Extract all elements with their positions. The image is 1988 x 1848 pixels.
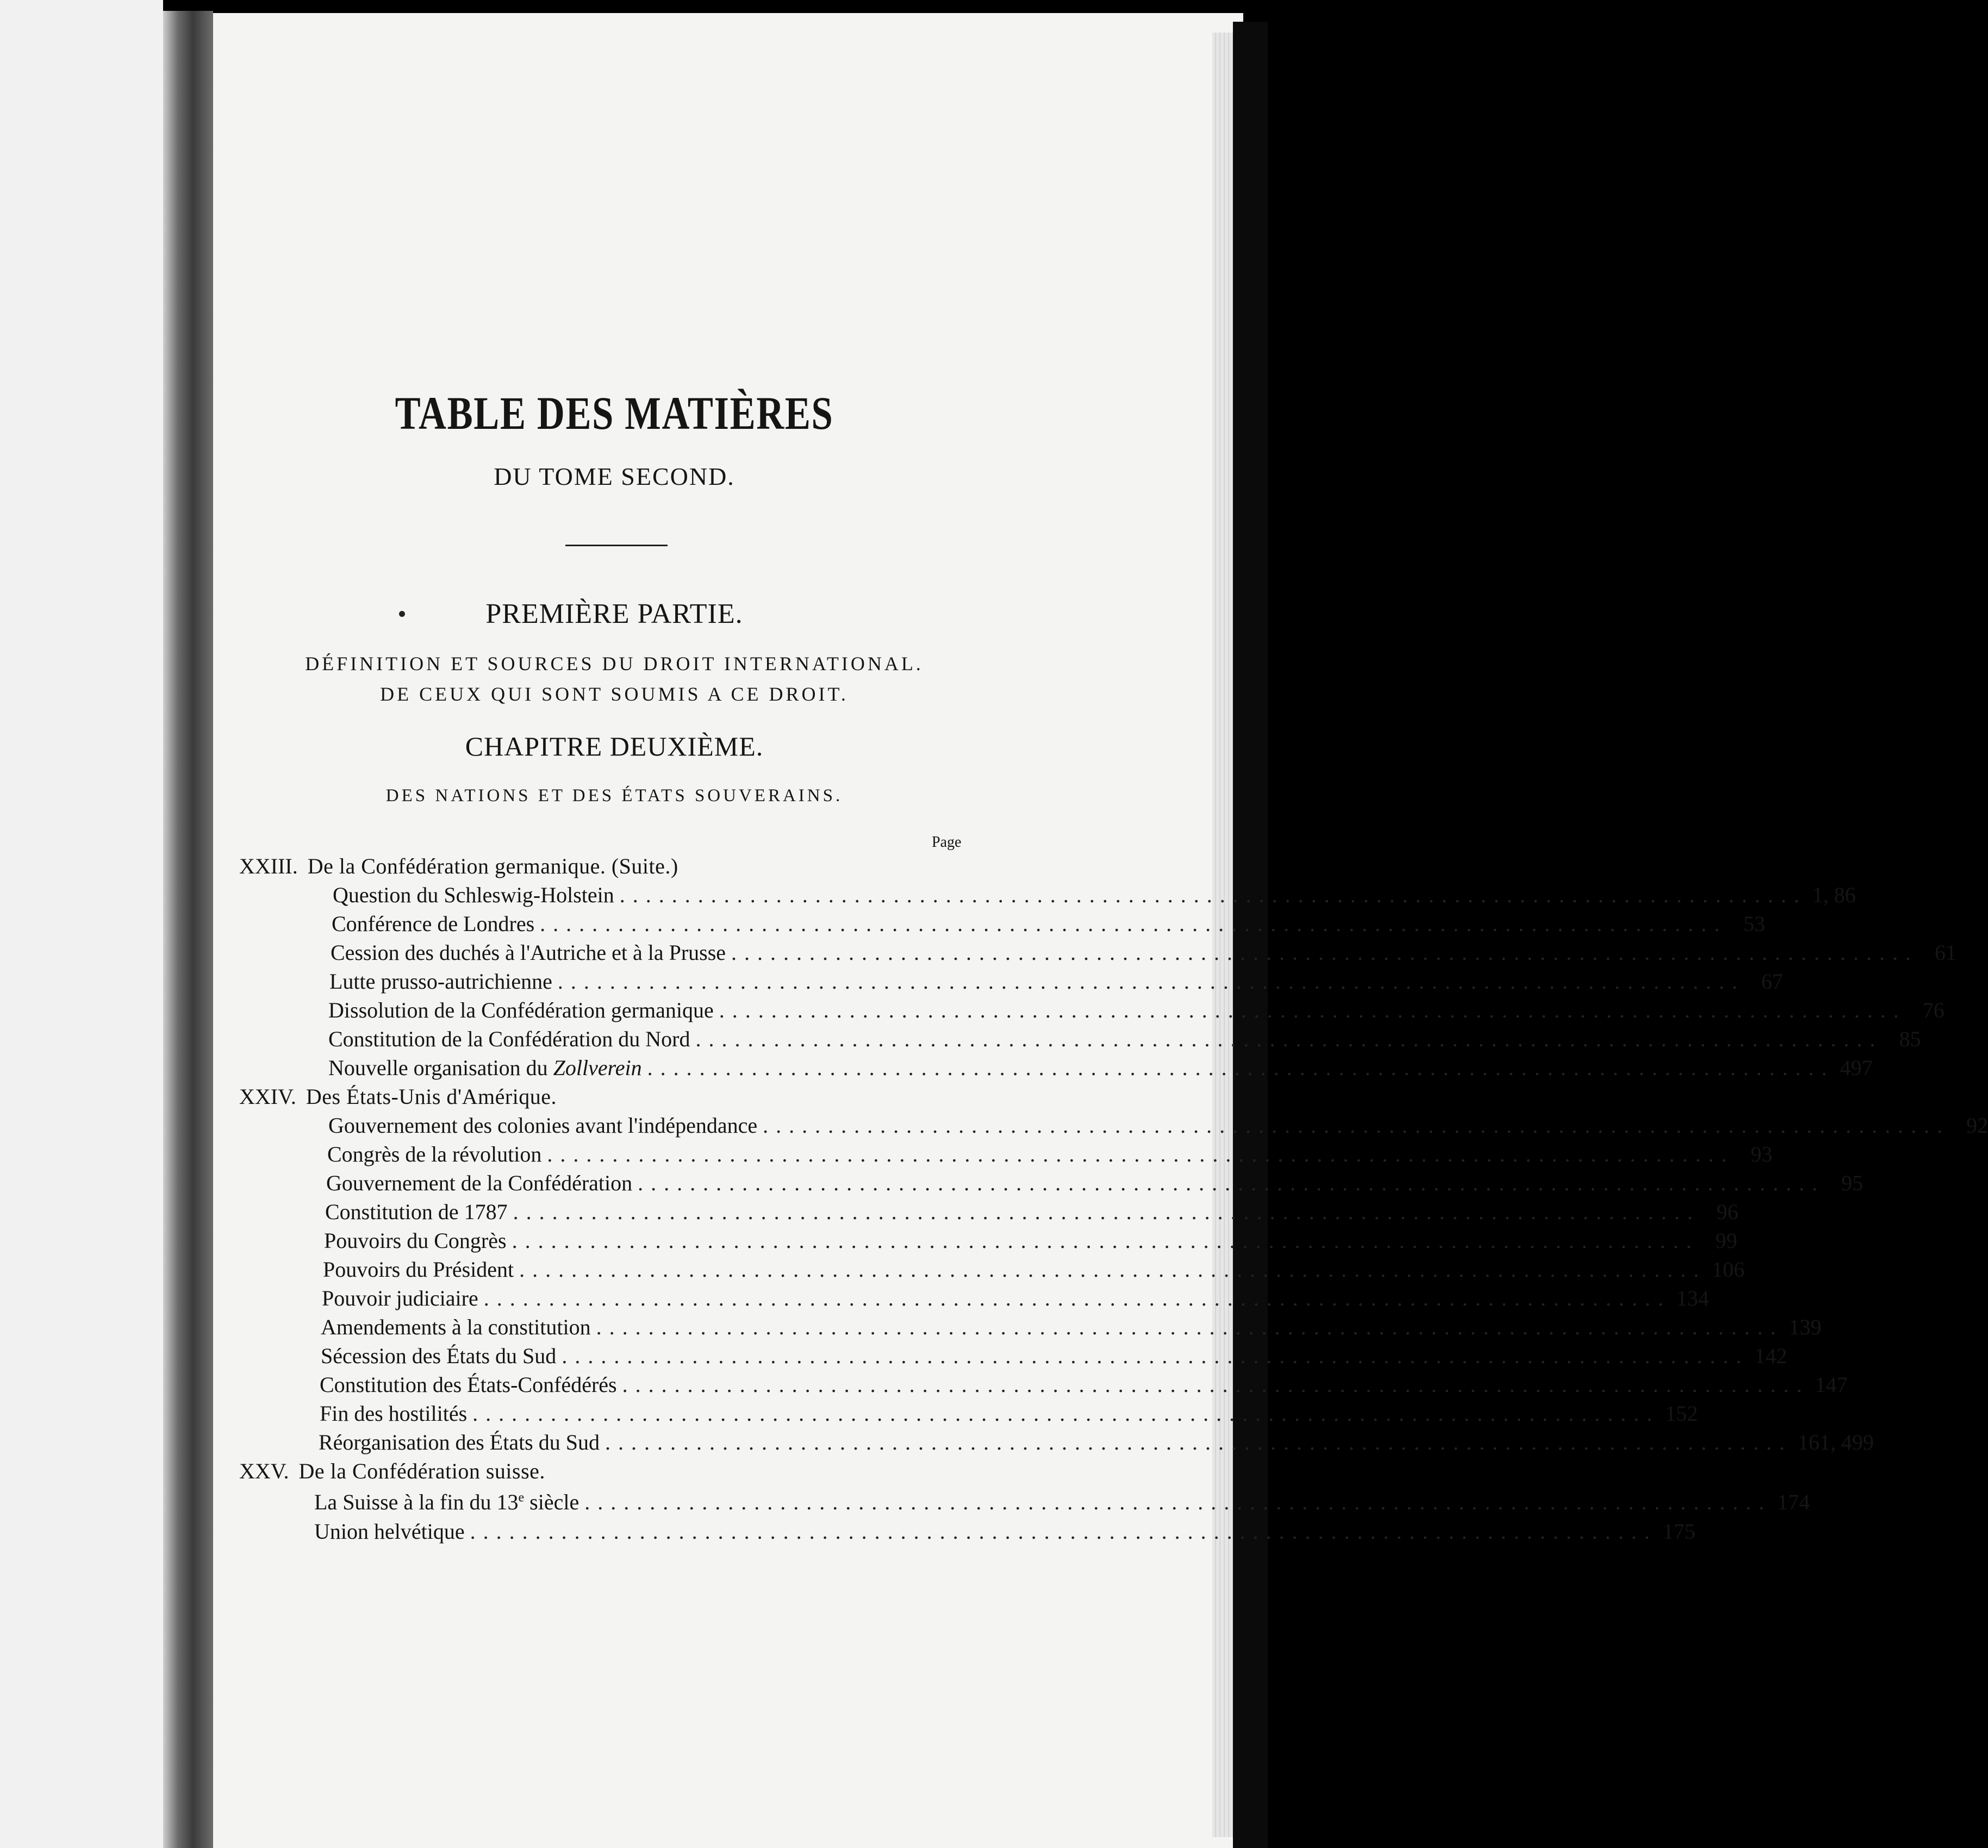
chapter-subtitle: DES NATIONS ET DES ÉTATS SOUVERAINS. bbox=[385, 786, 843, 806]
entry-page: 67 bbox=[1761, 969, 1783, 994]
entry-title: Gouvernement des colonies avant l'indépendance bbox=[328, 1113, 758, 1138]
toc-entry[interactable] bbox=[327, 1141, 1773, 1170]
entry-title: Union helvétique bbox=[314, 1519, 465, 1544]
page-subtitle: DU TOME SECOND. bbox=[494, 463, 735, 490]
page-column-label: Page bbox=[932, 834, 962, 851]
toc-entry[interactable] bbox=[326, 1170, 1864, 1198]
toc-entry[interactable] bbox=[324, 1228, 1737, 1256]
entry-page: 175 bbox=[1662, 1519, 1696, 1544]
entry-title-prefix: Nouvelle organisation du bbox=[328, 1056, 553, 1080]
entry-title: Pouvoirs du Président bbox=[323, 1257, 514, 1282]
entry-page: 76 bbox=[1922, 998, 1945, 1022]
entry-title: Gouvernement de la Confédération bbox=[326, 1171, 633, 1195]
entry-title: Constitution de la Confédération du Nord bbox=[328, 1027, 690, 1051]
section-number: XXV. bbox=[239, 1459, 289, 1483]
dot-leader: ........................................................................................... bbox=[470, 1519, 1657, 1544]
entry-page: 61 bbox=[1935, 940, 1957, 965]
part-description-line2: DE CEUX QUI SONT SOUMIS A CE DROIT. bbox=[380, 683, 849, 705]
entry-page: 53 bbox=[1743, 911, 1766, 936]
dot-leader: ........................................................................................... bbox=[647, 1056, 1835, 1080]
entry-title: Fin des hostilités bbox=[320, 1401, 468, 1426]
dot-leader: ........................................................................................... bbox=[562, 1344, 1749, 1368]
entry-title-suffix: siècle bbox=[524, 1490, 579, 1514]
toc-entry[interactable] bbox=[325, 1199, 1738, 1227]
entry-title: Réorganisation des États du Sud bbox=[319, 1430, 600, 1454]
entry-title: Cession des duchés à l'Autriche et à la Prusse bbox=[331, 940, 726, 965]
dot-leader: ........................................................................................... bbox=[519, 1257, 1707, 1282]
toc-section[interactable] bbox=[239, 853, 979, 882]
section-title: Des États-Unis d'Amérique. bbox=[306, 1084, 557, 1109]
entry-page: 161, 499 bbox=[1798, 1430, 1874, 1454]
toc-entry[interactable] bbox=[322, 1285, 1709, 1314]
entry-page: 139 bbox=[1788, 1315, 1822, 1339]
dot-leader: ........................................................................................... bbox=[557, 969, 1745, 994]
entry-title: Lutte prusso-autrichienne bbox=[329, 969, 552, 994]
entry-title: Pouvoirs du Congrès bbox=[324, 1228, 507, 1253]
entry-title: Constitution de 1787 bbox=[325, 1200, 508, 1224]
dot-leader: ........................................................................................... bbox=[622, 1372, 1810, 1397]
dot-leader: ........................................................................................... bbox=[483, 1286, 1671, 1310]
dot-leader: ........................................................................................... bbox=[695, 1027, 1883, 1051]
entry-title: Congrès de la révolution bbox=[327, 1142, 542, 1166]
toc-entry[interactable] bbox=[314, 1489, 1810, 1518]
toc-entry[interactable] bbox=[332, 911, 1766, 939]
dot-leader: ........................................................................................... bbox=[472, 1401, 1660, 1426]
entry-page: 99 bbox=[1715, 1228, 1737, 1253]
entry-title bbox=[328, 1055, 642, 1081]
entry-page: 96 bbox=[1716, 1200, 1738, 1224]
toc-entry[interactable] bbox=[314, 1519, 1696, 1547]
entry-title: Amendements à la constitution bbox=[321, 1315, 591, 1339]
entry-title bbox=[314, 1489, 579, 1515]
dot-leader: ........................................................................................... bbox=[763, 1113, 1950, 1138]
toc-entry[interactable] bbox=[328, 1113, 1988, 1141]
toc-entry[interactable] bbox=[328, 1026, 1921, 1054]
toc-entry[interactable] bbox=[323, 1257, 1745, 1285]
entry-page: 106 bbox=[1712, 1257, 1745, 1282]
dot-leader: ........................................................................................... bbox=[547, 1142, 1735, 1166]
dot-leader: ........................................................................................... bbox=[638, 1171, 1825, 1195]
entry-page: 1, 86 bbox=[1812, 883, 1856, 907]
toc-entry[interactable] bbox=[331, 940, 1957, 968]
toc-entry[interactable] bbox=[328, 997, 1945, 1026]
entry-title-prefix: La Suisse à la fin du 13 bbox=[314, 1490, 519, 1514]
dot-leader: ........................................................................................... bbox=[584, 1490, 1772, 1514]
dot-leader: ........................................................................................... bbox=[731, 940, 1919, 965]
dot-leader: ........................................................................................... bbox=[540, 911, 1728, 936]
page-title: TABLE DES MATIÈRES bbox=[395, 387, 834, 439]
section-number: XXIII. bbox=[239, 854, 298, 878]
section-title: De la Confédération suisse. bbox=[298, 1459, 545, 1483]
entry-page: 134 bbox=[1676, 1286, 1709, 1310]
entry-title: Question du Schleswig-Holstein bbox=[333, 883, 614, 907]
toc-entry[interactable] bbox=[319, 1429, 1874, 1458]
dot-leader: ........................................................................................... bbox=[719, 998, 1906, 1022]
entry-title: Sécession des États du Sud bbox=[321, 1344, 557, 1368]
entry-title: Dissolution de la Confédération germanique bbox=[328, 998, 714, 1022]
toc-entry[interactable] bbox=[333, 882, 1856, 910]
part-title: PREMIÈRE PARTIE. bbox=[485, 598, 743, 629]
entry-title-superscript: e bbox=[518, 1490, 525, 1505]
toc-section[interactable] bbox=[239, 1458, 979, 1487]
entry-page: 85 bbox=[1899, 1027, 1921, 1051]
entry-title: Conférence de Londres bbox=[332, 911, 535, 936]
dot-leader: ........................................................................................... bbox=[596, 1315, 1784, 1339]
entry-page: 93 bbox=[1750, 1142, 1773, 1166]
toc-entry[interactable] bbox=[321, 1314, 1822, 1343]
entry-page: 147 bbox=[1815, 1372, 1848, 1397]
dot-leader: ........................................................................................... bbox=[605, 1430, 1792, 1454]
dot-leader: ........................................................................................... bbox=[619, 883, 1807, 907]
chapter-title: CHAPITRE DEUXIÈME. bbox=[465, 731, 764, 761]
toc-entry[interactable] bbox=[320, 1401, 1698, 1429]
entry-page: 174 bbox=[1777, 1490, 1810, 1514]
dot-leader: ........................................................................................... bbox=[512, 1228, 1699, 1253]
entry-page: 497 bbox=[1840, 1056, 1873, 1080]
entry-page: 95 bbox=[1841, 1171, 1864, 1195]
toc-entry[interactable] bbox=[329, 969, 1783, 997]
dot-leader: ........................................................................................... bbox=[513, 1200, 1700, 1224]
entry-title-italic: Zollverein bbox=[553, 1056, 642, 1080]
entry-page: 152 bbox=[1665, 1401, 1698, 1426]
toc-entry[interactable] bbox=[321, 1343, 1787, 1371]
toc-entry[interactable] bbox=[320, 1372, 1848, 1400]
entry-title: Pouvoir judiciaire bbox=[322, 1286, 478, 1310]
entry-page: 92 bbox=[1966, 1113, 1988, 1138]
entry-title: Constitution des États-Confédérés bbox=[320, 1372, 617, 1397]
toc-entry[interactable] bbox=[328, 1055, 1873, 1083]
entry-page: 142 bbox=[1754, 1344, 1787, 1368]
part-description-line1: DÉFINITION ET SOURCES DU DROIT INTERNATIONAL. bbox=[305, 653, 924, 675]
section-title: De la Confédération germanique. (Suite.) bbox=[307, 854, 678, 878]
section-number: XXIV. bbox=[239, 1084, 296, 1109]
toc-section[interactable] bbox=[239, 1084, 979, 1112]
